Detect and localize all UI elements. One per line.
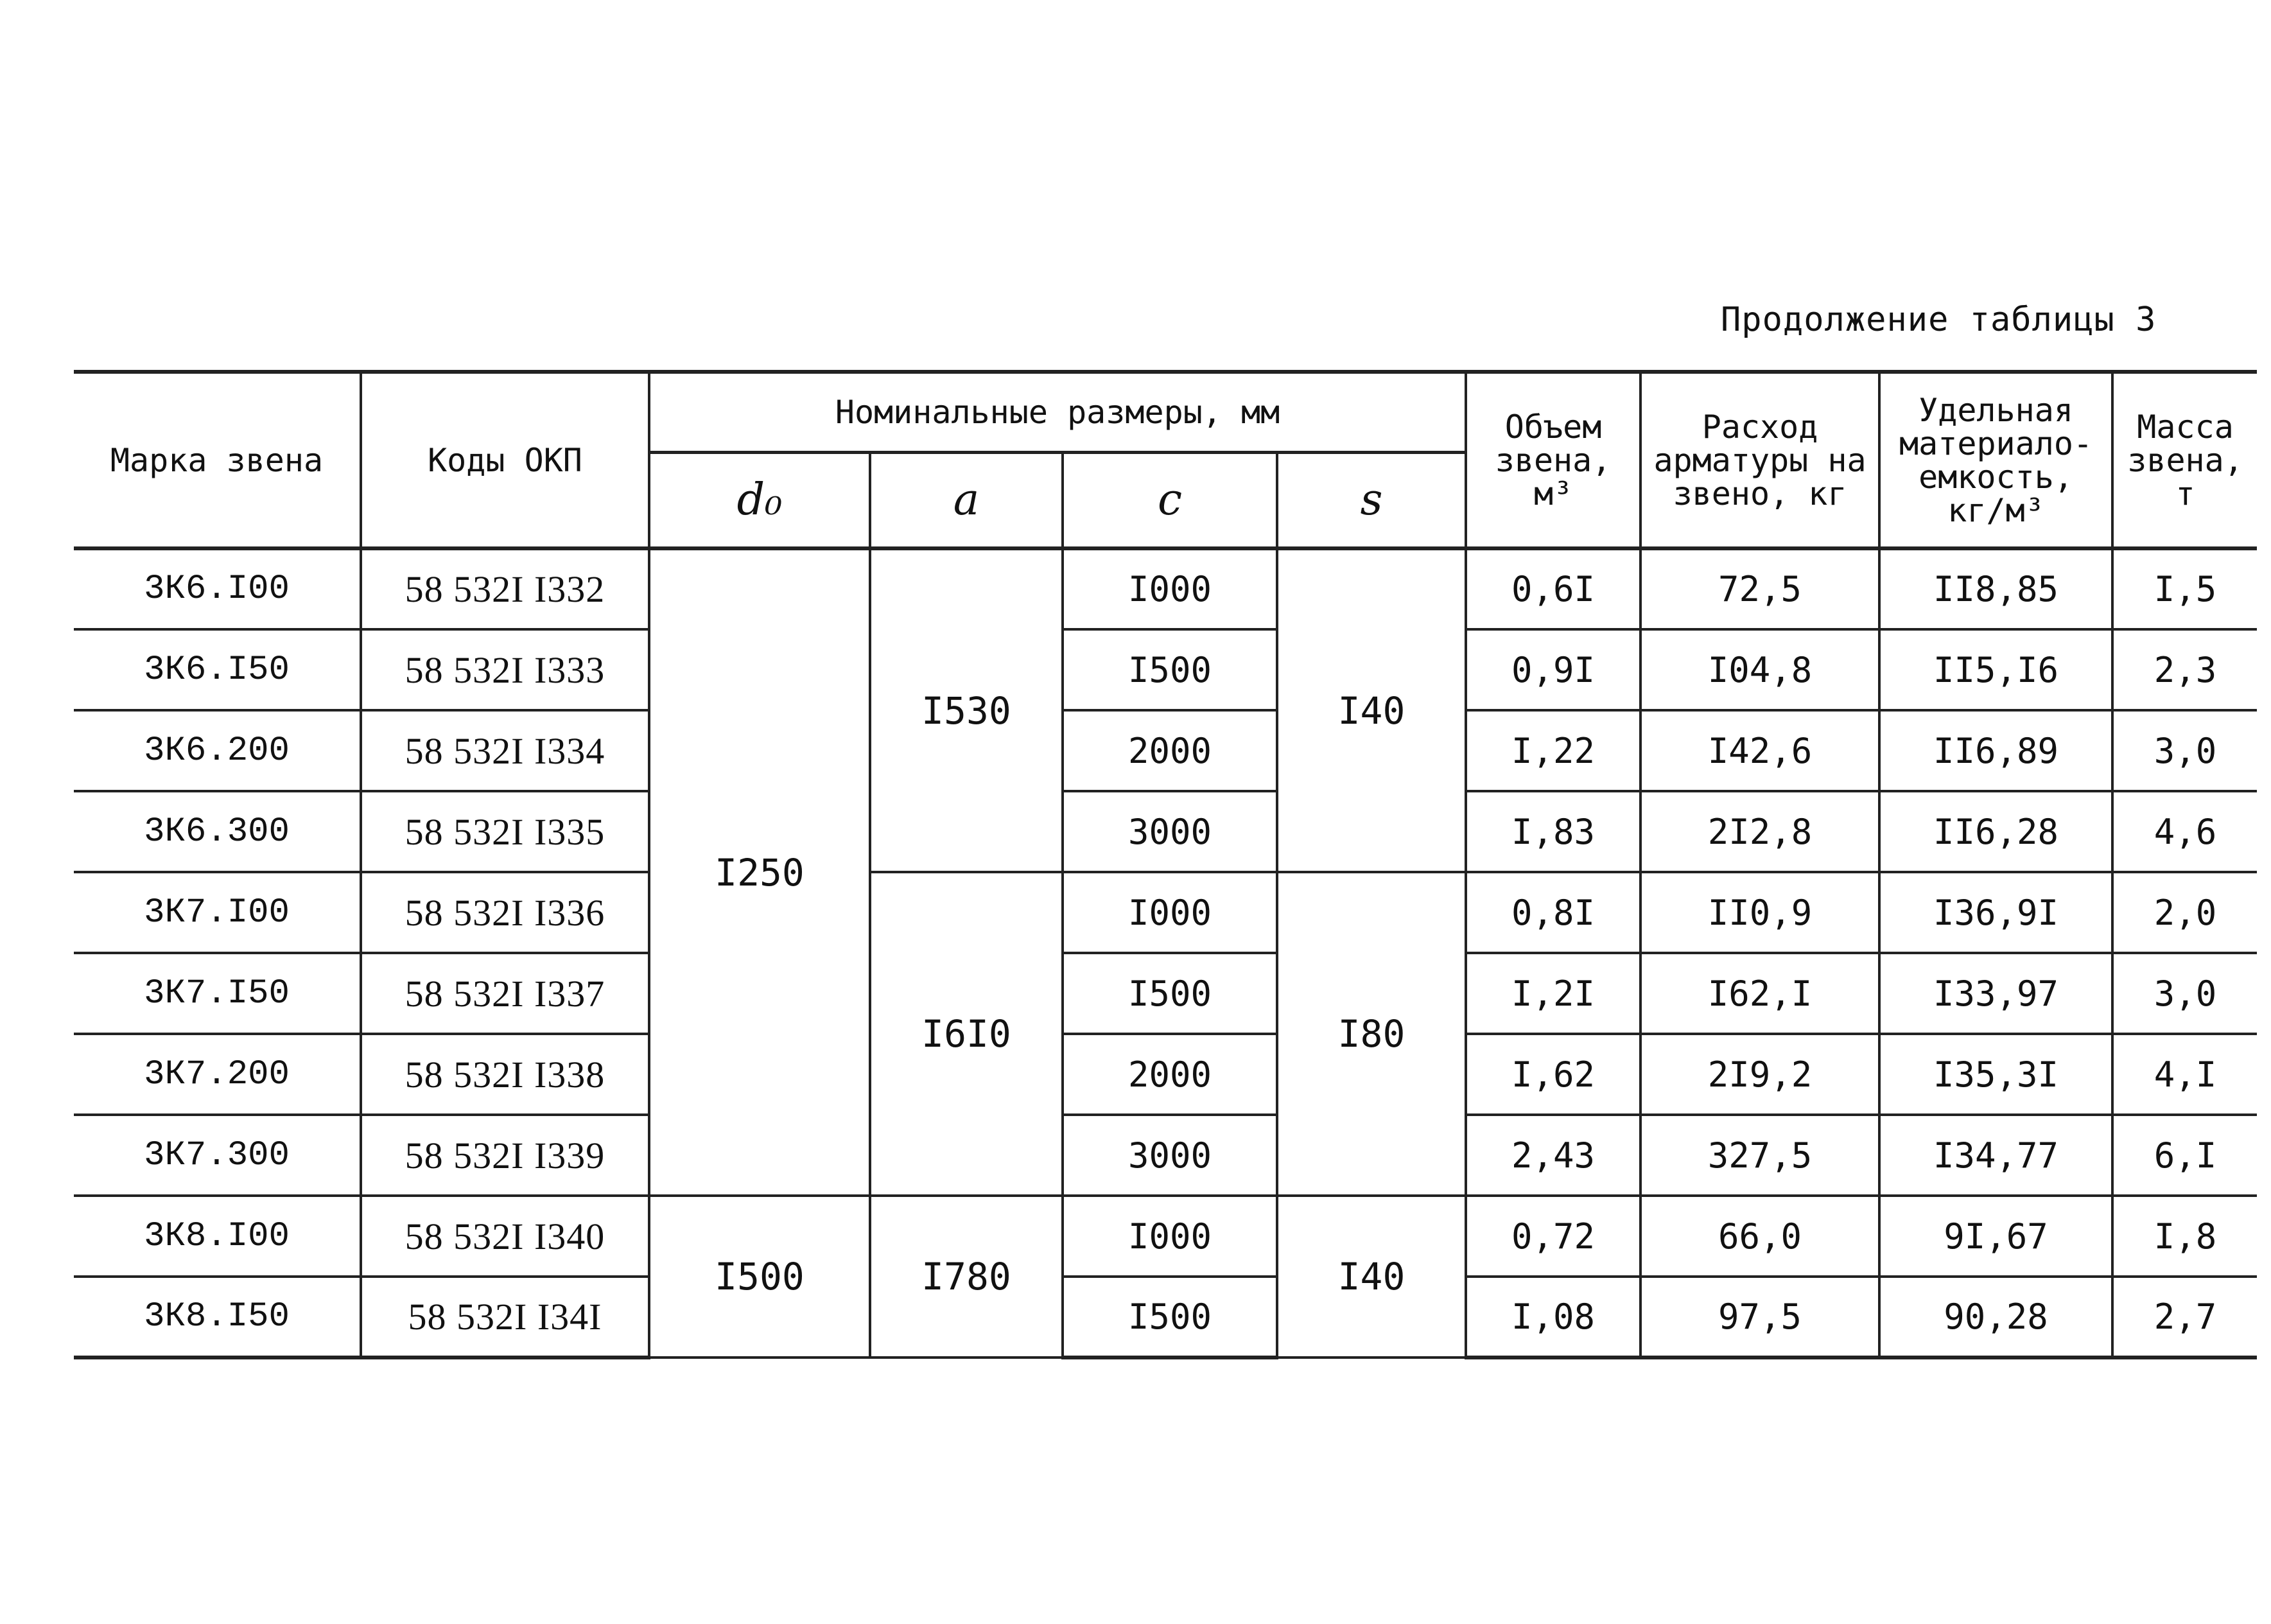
cell-mark: 3К6.I50 [74, 629, 361, 710]
cell-rebar: 97,5 [1640, 1277, 1879, 1358]
cell-specific: II6,89 [1879, 710, 2112, 791]
cell-volume: 0,8I [1466, 872, 1640, 953]
cell-a: I530 [870, 548, 1063, 872]
cell-rebar: 2I2,8 [1640, 791, 1879, 872]
cell-mark: 3К8.I00 [74, 1196, 361, 1277]
header-volume: Объем звена, м³ [1466, 372, 1640, 548]
cell-volume: I,22 [1466, 710, 1640, 791]
cell-code: 58 532I I333 [361, 629, 649, 710]
table-row [74, 1196, 2257, 1277]
cell-rebar: 2I9,2 [1640, 1034, 1879, 1115]
cell-c: 3000 [1063, 1115, 1277, 1196]
table-row [74, 953, 2257, 1034]
cell-specific: I35,3I [1879, 1034, 2112, 1115]
cell-mark: 3К7.300 [74, 1115, 361, 1196]
cell-code: 58 532I I338 [361, 1034, 649, 1115]
cell-code: 58 532I I336 [361, 872, 649, 953]
cell-code: 58 532I I334 [361, 710, 649, 791]
cell-s: I80 [1277, 872, 1466, 1196]
cell-d0: I500 [649, 1196, 870, 1358]
header-specific: Удельная материало-емкость, кг/м³ [1879, 372, 2112, 548]
header-rebar: Расход арматуры на звено, кг [1640, 372, 1879, 548]
cell-rebar: I04,8 [1640, 629, 1879, 710]
cell-code: 58 532I I332 [361, 548, 649, 629]
cell-specific: 9I,67 [1879, 1196, 2112, 1277]
cell-mass: I,8 [2112, 1196, 2257, 1277]
cell-specific: 90,28 [1879, 1277, 2112, 1358]
cell-code: 58 532I I340 [361, 1196, 649, 1277]
cell-d0: I250 [649, 548, 870, 1196]
cell-mass: 6,I [2112, 1115, 2257, 1196]
cell-volume: I,2I [1466, 953, 1640, 1034]
cell-c: I000 [1063, 872, 1277, 953]
header-nominal-sizes: Номинальные размеры, мм [649, 372, 1466, 452]
cell-rebar: II0,9 [1640, 872, 1879, 953]
cell-c: I500 [1063, 953, 1277, 1034]
cell-code: 58 532I I337 [361, 953, 649, 1034]
cell-mass: 3,0 [2112, 953, 2257, 1034]
cell-mass: 2,7 [2112, 1277, 2257, 1358]
table-caption: Продолжение таблицы 3 [1721, 301, 2157, 339]
cell-rebar: 327,5 [1640, 1115, 1879, 1196]
cell-rebar: 66,0 [1640, 1196, 1879, 1277]
document-table-wrapper [74, 370, 2257, 1359]
cell-c: 2000 [1063, 1034, 1277, 1115]
cell-rebar: 72,5 [1640, 548, 1879, 629]
cell-mark: 3К6.300 [74, 791, 361, 872]
table-row [74, 1277, 2257, 1358]
cell-mark: 3К7.I50 [74, 953, 361, 1034]
cell-code: 58 532I I335 [361, 791, 649, 872]
header-mass: Масса звена, т [2112, 372, 2257, 548]
cell-volume: I,83 [1466, 791, 1640, 872]
cell-mass: 4,6 [2112, 791, 2257, 872]
cell-c: 3000 [1063, 791, 1277, 872]
cell-c: I000 [1063, 548, 1277, 629]
table-row [74, 872, 2257, 953]
cell-c: 2000 [1063, 710, 1277, 791]
cell-volume: 0,6I [1466, 548, 1640, 629]
cell-specific: II8,85 [1879, 548, 2112, 629]
cell-mass: 4,I [2112, 1034, 2257, 1115]
cell-mark: 3К6.200 [74, 710, 361, 791]
cell-c: I000 [1063, 1196, 1277, 1277]
cell-rebar: I42,6 [1640, 710, 1879, 791]
cell-volume: 0,72 [1466, 1196, 1640, 1277]
cell-mass: 2,0 [2112, 872, 2257, 953]
table-row [74, 548, 2257, 629]
cell-specific: I34,77 [1879, 1115, 2112, 1196]
table-row [74, 629, 2257, 710]
table-row [74, 710, 2257, 791]
cell-volume: I,08 [1466, 1277, 1640, 1358]
table-row [74, 1115, 2257, 1196]
header-mark: Марка звена [74, 372, 361, 548]
cell-rebar: I62,I [1640, 953, 1879, 1034]
table-row [74, 791, 2257, 872]
cell-code: 58 532I I34I [361, 1277, 649, 1358]
cell-mass: 3,0 [2112, 710, 2257, 791]
cell-a: I780 [870, 1196, 1063, 1358]
cell-mark: 3К6.I00 [74, 548, 361, 629]
header-a: a [870, 452, 1063, 548]
cell-specific: II5,I6 [1879, 629, 2112, 710]
cell-c: I500 [1063, 1277, 1277, 1358]
cell-specific: I33,97 [1879, 953, 2112, 1034]
cell-mark: 3К7.I00 [74, 872, 361, 953]
cell-s: I40 [1277, 548, 1466, 872]
cell-mark: 3К7.200 [74, 1034, 361, 1115]
cell-volume: 0,9I [1466, 629, 1640, 710]
table-row [74, 1034, 2257, 1115]
cell-mark: 3К8.I50 [74, 1277, 361, 1358]
cell-mass: I,5 [2112, 548, 2257, 629]
header-codes: Коды ОКП [361, 372, 649, 548]
cell-code: 58 532I I339 [361, 1115, 649, 1196]
cell-c: I500 [1063, 629, 1277, 710]
header-s: s [1277, 452, 1466, 548]
cell-s: I40 [1277, 1196, 1466, 1358]
cell-specific: II6,28 [1879, 791, 2112, 872]
cell-specific: I36,9I [1879, 872, 2112, 953]
dimensions-table [74, 370, 2257, 1359]
header-c: c [1063, 452, 1277, 548]
cell-mass: 2,3 [2112, 629, 2257, 710]
cell-volume: I,62 [1466, 1034, 1640, 1115]
cell-volume: 2,43 [1466, 1115, 1640, 1196]
cell-a: I6I0 [870, 872, 1063, 1196]
header-d0: d₀ [649, 452, 870, 548]
